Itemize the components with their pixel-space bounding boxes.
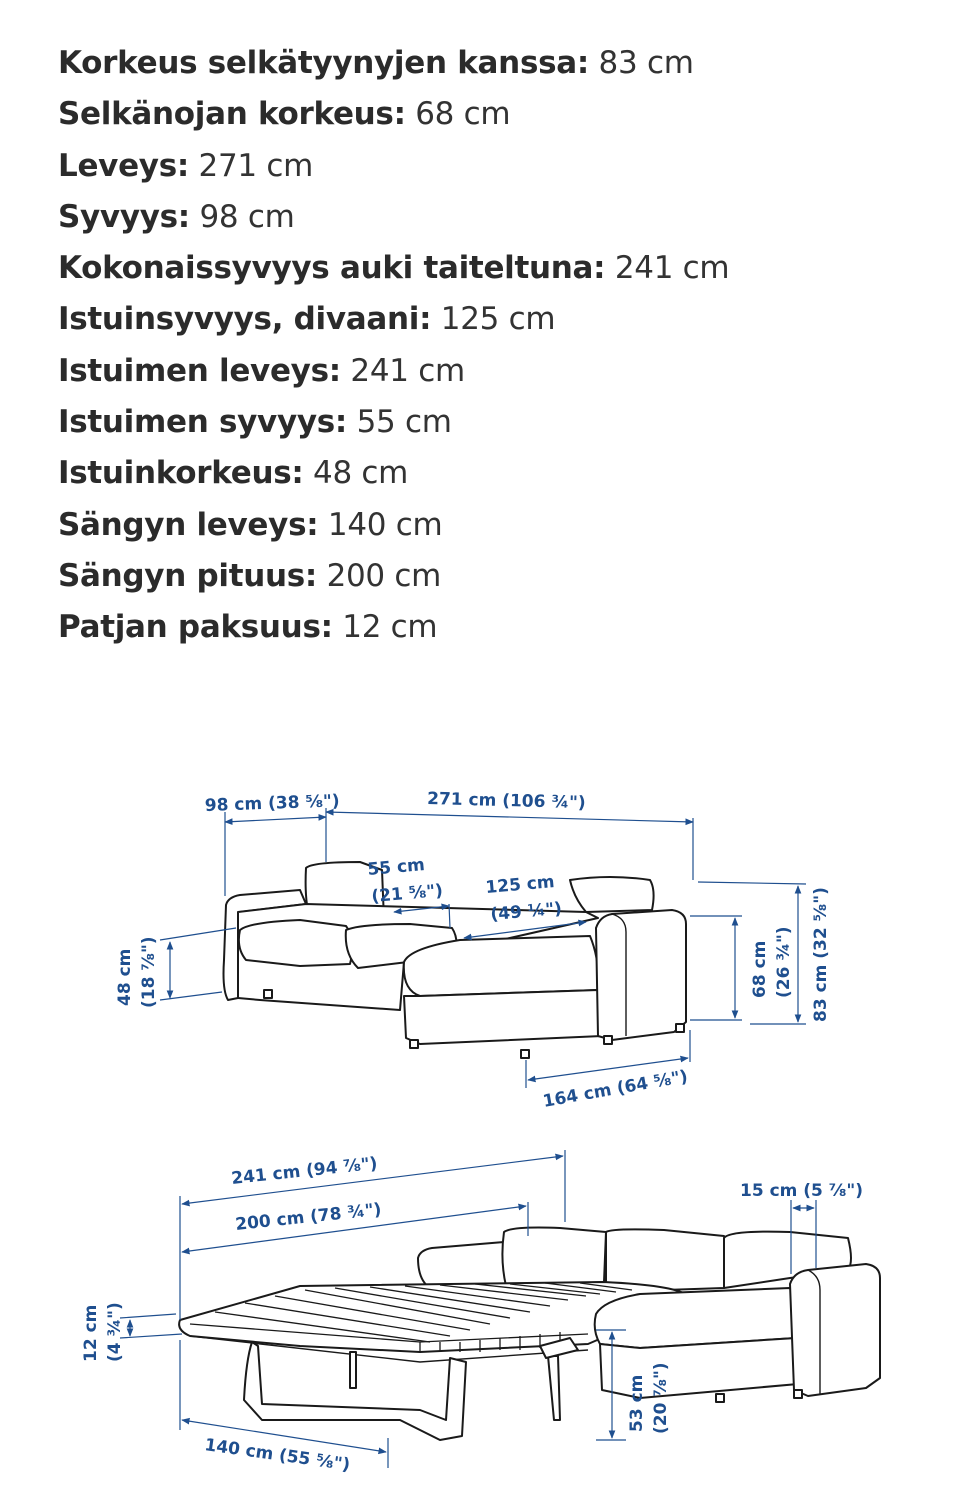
spec-value: 83 cm xyxy=(598,45,694,81)
seat-height-cm-label: 48 cm xyxy=(115,948,135,1006)
spec-row xyxy=(58,38,729,89)
back-height-cm-label: 68 cm xyxy=(750,940,770,998)
spec-label: Istuimen syvyys: xyxy=(58,404,348,441)
spec-label: Istuinkorkeus: xyxy=(58,455,304,492)
spec-value: 12 cm xyxy=(342,609,438,646)
spec-row xyxy=(58,89,729,140)
total-depth-label: 241 cm (94 ⅞") xyxy=(230,1153,379,1189)
sofa-drawing xyxy=(224,862,687,1058)
spec-value: 271 cm xyxy=(198,147,313,184)
bed-height-cm-label: 53 cm xyxy=(627,1374,647,1432)
mattress-thickness-in-label: (4 ¾") xyxy=(105,1302,125,1362)
bed-length-label: 200 cm (78 ¾") xyxy=(234,1199,383,1235)
spec-list xyxy=(58,38,729,654)
total-height-label: 83 cm (32 ⅝") xyxy=(811,887,831,1022)
sofa-width-label: 271 cm (106 ¾") xyxy=(426,789,586,814)
chaise-depth-in-label: (49 ¼") xyxy=(489,898,563,925)
spec-label: Istuinsyvyys, divaani: xyxy=(58,301,432,338)
spec-label: Sängyn leveys: xyxy=(58,506,319,543)
spec-value: 241 cm xyxy=(350,352,465,389)
spec-row xyxy=(58,551,729,602)
bed-width-label: 140 cm (55 ⅝") xyxy=(203,1435,352,1476)
spec-value: 55 cm xyxy=(356,404,452,441)
seat-height-in-label: (18 ⅞") xyxy=(139,936,159,1008)
seat-depth-cm-label: 55 cm xyxy=(366,855,426,880)
spec-row xyxy=(58,141,729,192)
spec-row xyxy=(58,346,729,397)
spec-value: 241 cm xyxy=(614,250,730,287)
spec-value: 200 cm xyxy=(326,557,442,594)
spec-label: Leveys: xyxy=(58,147,189,184)
bed-drawing xyxy=(179,1228,880,1441)
bed-height-in-label: (20 ⅞") xyxy=(651,1362,671,1434)
spec-value: 125 cm xyxy=(440,301,556,338)
chaise-depth-cm-label: 125 cm xyxy=(484,872,556,898)
spec-value: 68 cm xyxy=(415,96,511,133)
spec-label: Selkänojan korkeus: xyxy=(58,96,406,133)
sofa-depth-label: 98 cm (38 ⅝") xyxy=(204,791,340,816)
chaise-length-label: 164 cm (64 ⅝") xyxy=(541,1066,690,1112)
arm-width-label: 15 cm (5 ⅞") xyxy=(740,1181,864,1201)
spec-label: Sängyn pituus: xyxy=(58,557,317,594)
seat-depth-in-label: (21 ⅝") xyxy=(370,880,444,907)
dimension-diagram xyxy=(0,760,960,1508)
spec-label: Korkeus selkätyynyjen kanssa: xyxy=(58,45,589,81)
spec-row xyxy=(58,243,729,294)
spec-label: Kokonaissyvyys auki taiteltuna: xyxy=(58,250,606,287)
spec-label: Syvyys: xyxy=(58,198,190,235)
spec-value: 48 cm xyxy=(313,455,409,492)
spec-row xyxy=(58,602,729,653)
spec-row xyxy=(58,500,729,551)
spec-label: Istuimen leveys: xyxy=(58,352,341,389)
spec-value: 140 cm xyxy=(327,506,443,543)
back-height-in-label: (26 ¾") xyxy=(774,926,794,998)
mattress-thickness-cm-label: 12 cm xyxy=(81,1304,101,1362)
spec-row xyxy=(58,397,729,448)
spec-value: 98 cm xyxy=(199,198,295,235)
spec-label: Patjan paksuus: xyxy=(58,609,333,646)
spec-row xyxy=(58,448,729,499)
spec-row xyxy=(58,192,729,243)
spec-row xyxy=(58,294,729,345)
